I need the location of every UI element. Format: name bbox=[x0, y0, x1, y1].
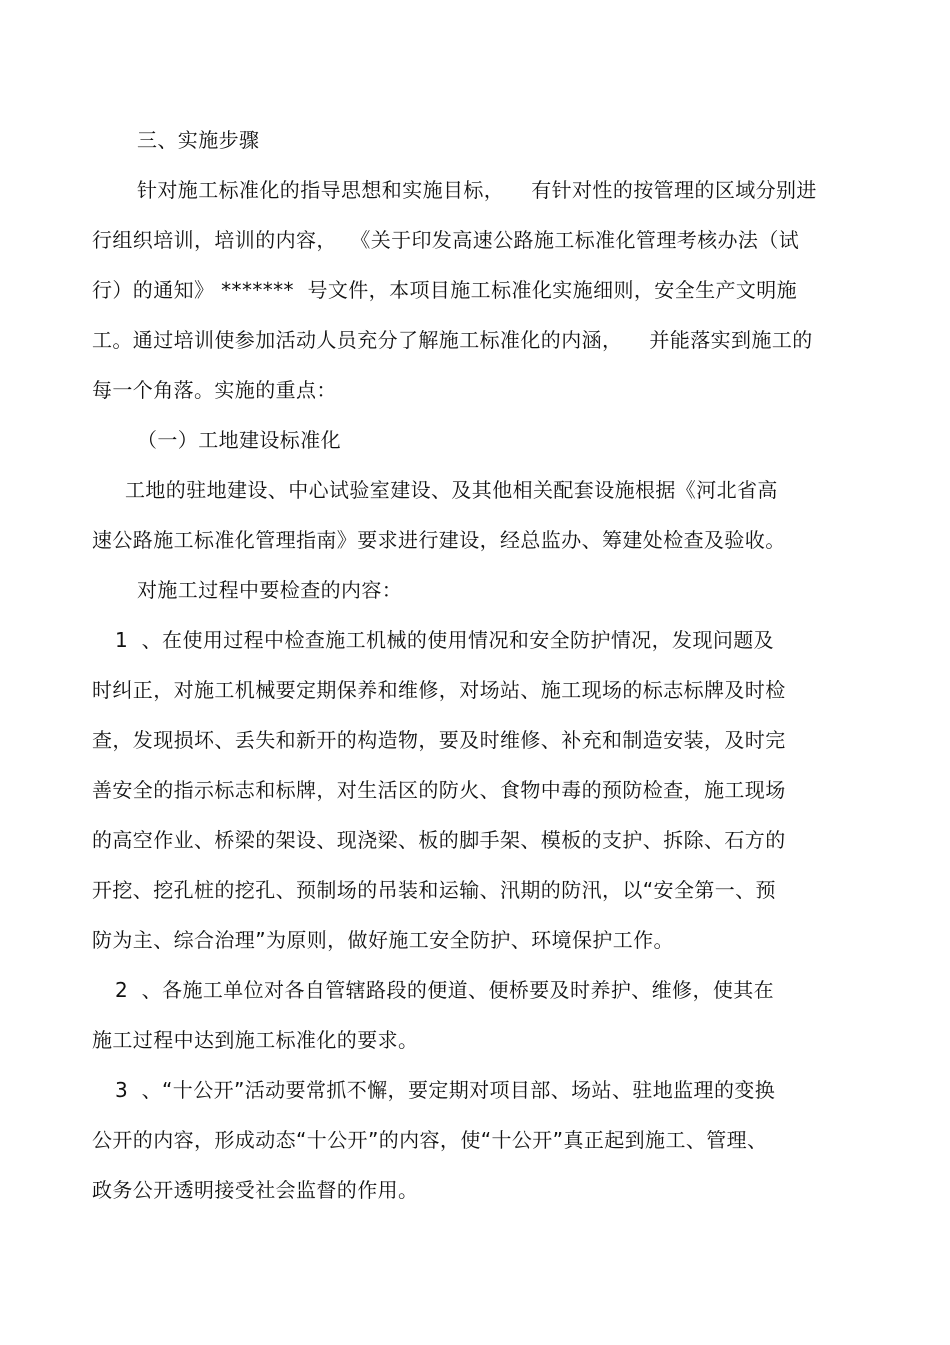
paragraph-line: 政务公开透明接受社会监督的作用。 bbox=[92, 1178, 419, 1202]
paragraph-line: 善安全的指示标志和标牌，对生活区的防火、食物中毒的预防检查，施工现场 bbox=[92, 778, 786, 802]
paragraph-line: 时纠正，对施工机械要定期保养和维修，对场站、施工现场的标志标牌及时检 bbox=[92, 678, 786, 702]
paragraph-line: 公开的内容，形成动态“十公开”的内容，使“十公开”真正起到施工、管理、 bbox=[92, 1128, 768, 1152]
list-item-3: 3 、“十公开”活动要常抓不懈，要定期对项目部、场站、驻地监理的变换 bbox=[115, 1078, 776, 1102]
paragraph-line: 开挖、挖孔桩的挖孔、预制场的吊装和运输、汛期的防汛，以“安全第一、预 bbox=[92, 878, 776, 902]
subsection-heading: （一）工地建设标准化 bbox=[137, 428, 341, 452]
paragraph-line: 行组织培训，培训的内容， 《关于印发高速公路施工标准化管理考核办法（试 bbox=[92, 228, 800, 252]
paragraph-line: 防为主、综合治理”为原则，做好施工安全防护、环境保护工作。 bbox=[92, 928, 674, 952]
paragraph-line: 施工过程中达到施工标准化的要求。 bbox=[92, 1028, 419, 1052]
paragraph-line: 速公路施工标准化管理指南》要求进行建设，经总监办、筹建处检查及验收。 bbox=[92, 528, 786, 552]
paragraph-line: 针对施工标准化的指导思想和实施目标， 有针对性的按管理的区域分别进 bbox=[137, 178, 817, 202]
list-item-2: 2 、各施工单位对各自管辖路段的便道、便桥要及时养护、维修，使其在 bbox=[115, 978, 775, 1002]
paragraph-line: 工。通过培训使参加活动人员充分了解施工标准化的内涵， 并能落实到施工的 bbox=[92, 328, 813, 352]
paragraph-line: 查，发现损坏、丢失和新开的构造物，要及时维修、补充和制造安装，及时完 bbox=[92, 728, 786, 752]
list-item-1: 1 、在使用过程中检查施工机械的使用情况和安全防护情况，发现问题及 bbox=[115, 628, 775, 652]
section-heading: 三、实施步骤 bbox=[137, 128, 260, 152]
paragraph-line: 工地的驻地建设、中心试验室建设、及其他相关配套设施根据《河北省高 bbox=[125, 478, 778, 502]
paragraph-line: 对施工过程中要检查的内容： bbox=[137, 578, 403, 602]
paragraph-line: 的高空作业、桥梁的架设、现浇梁、板的脚手架、模板的支护、拆除、石方的 bbox=[92, 828, 786, 852]
paragraph-line: 每一个角落。实施的重点： bbox=[92, 378, 337, 402]
paragraph-line: 行）的通知》 ******* 号文件，本项目施工标准化实施细则，安全生产文明施 bbox=[92, 278, 798, 302]
